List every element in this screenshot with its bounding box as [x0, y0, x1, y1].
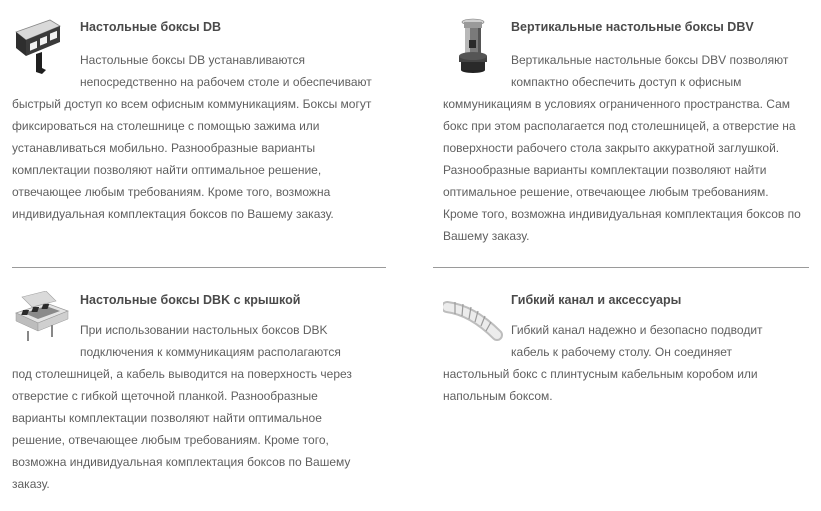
product-title[interactable]: Гибкий канал и аксессуары: [511, 293, 682, 307]
product-description: Настольные боксы DB устанавливаются непосредственно на рабочем столе и обеспечивают быстрый доступ ко всем офисным коммуникациям. Боксы могут фиксироваться на столешнице с помощью зажима или устанавливаться мобильно. Разнообразные варианты комплектации позволяют найти оптимальное решение, отвечающее любым требованиям. Кроме того, возможна индивидуальная комплектация боксов по Вашему заказу.: [12, 53, 372, 221]
product-title[interactable]: Настольные боксы DBK с крышкой: [80, 293, 301, 307]
product-title[interactable]: Вертикальные настольные боксы DBV: [511, 20, 754, 34]
product-description: Гибкий канал надежно и безопасно подводит кабель к рабочему столу. Он соединяет настольный бокс с плинтусным кабельным коробом или напольным боксом.: [443, 323, 763, 403]
product-title[interactable]: Настольные боксы DB: [80, 20, 222, 34]
product-description: При использовании настольных боксов DBK подключения к коммуникациям располагаются под столешницей, а кабель выводится на поверхность через отверстие с гибкой щеточной планкой. Разнообразные варианты комплектации позволяют найти оптимальное решение, отвечающее любым требованиям. Кроме того, возможна индивидуальная комплектация боксов по Вашему заказу.: [12, 323, 352, 491]
product-description: Вертикальные настольные боксы DBV позволяют компактно обеспечить доступ к офисным коммуникациям в условиях ограниченного пространства. Сам бокс при этом располагается под столешницей, а отверстие на поверхности рабочего стола закрыто аккуратной заглушкой. Разнообразные варианты комплектации позволяют найти оптимальное решение, отвечающее любым требованиям. Кроме того, возможна индивидуальная комплектация боксов по Вашему заказу.: [443, 53, 801, 243]
divider-right: [433, 267, 809, 268]
divider-left: [12, 267, 386, 268]
